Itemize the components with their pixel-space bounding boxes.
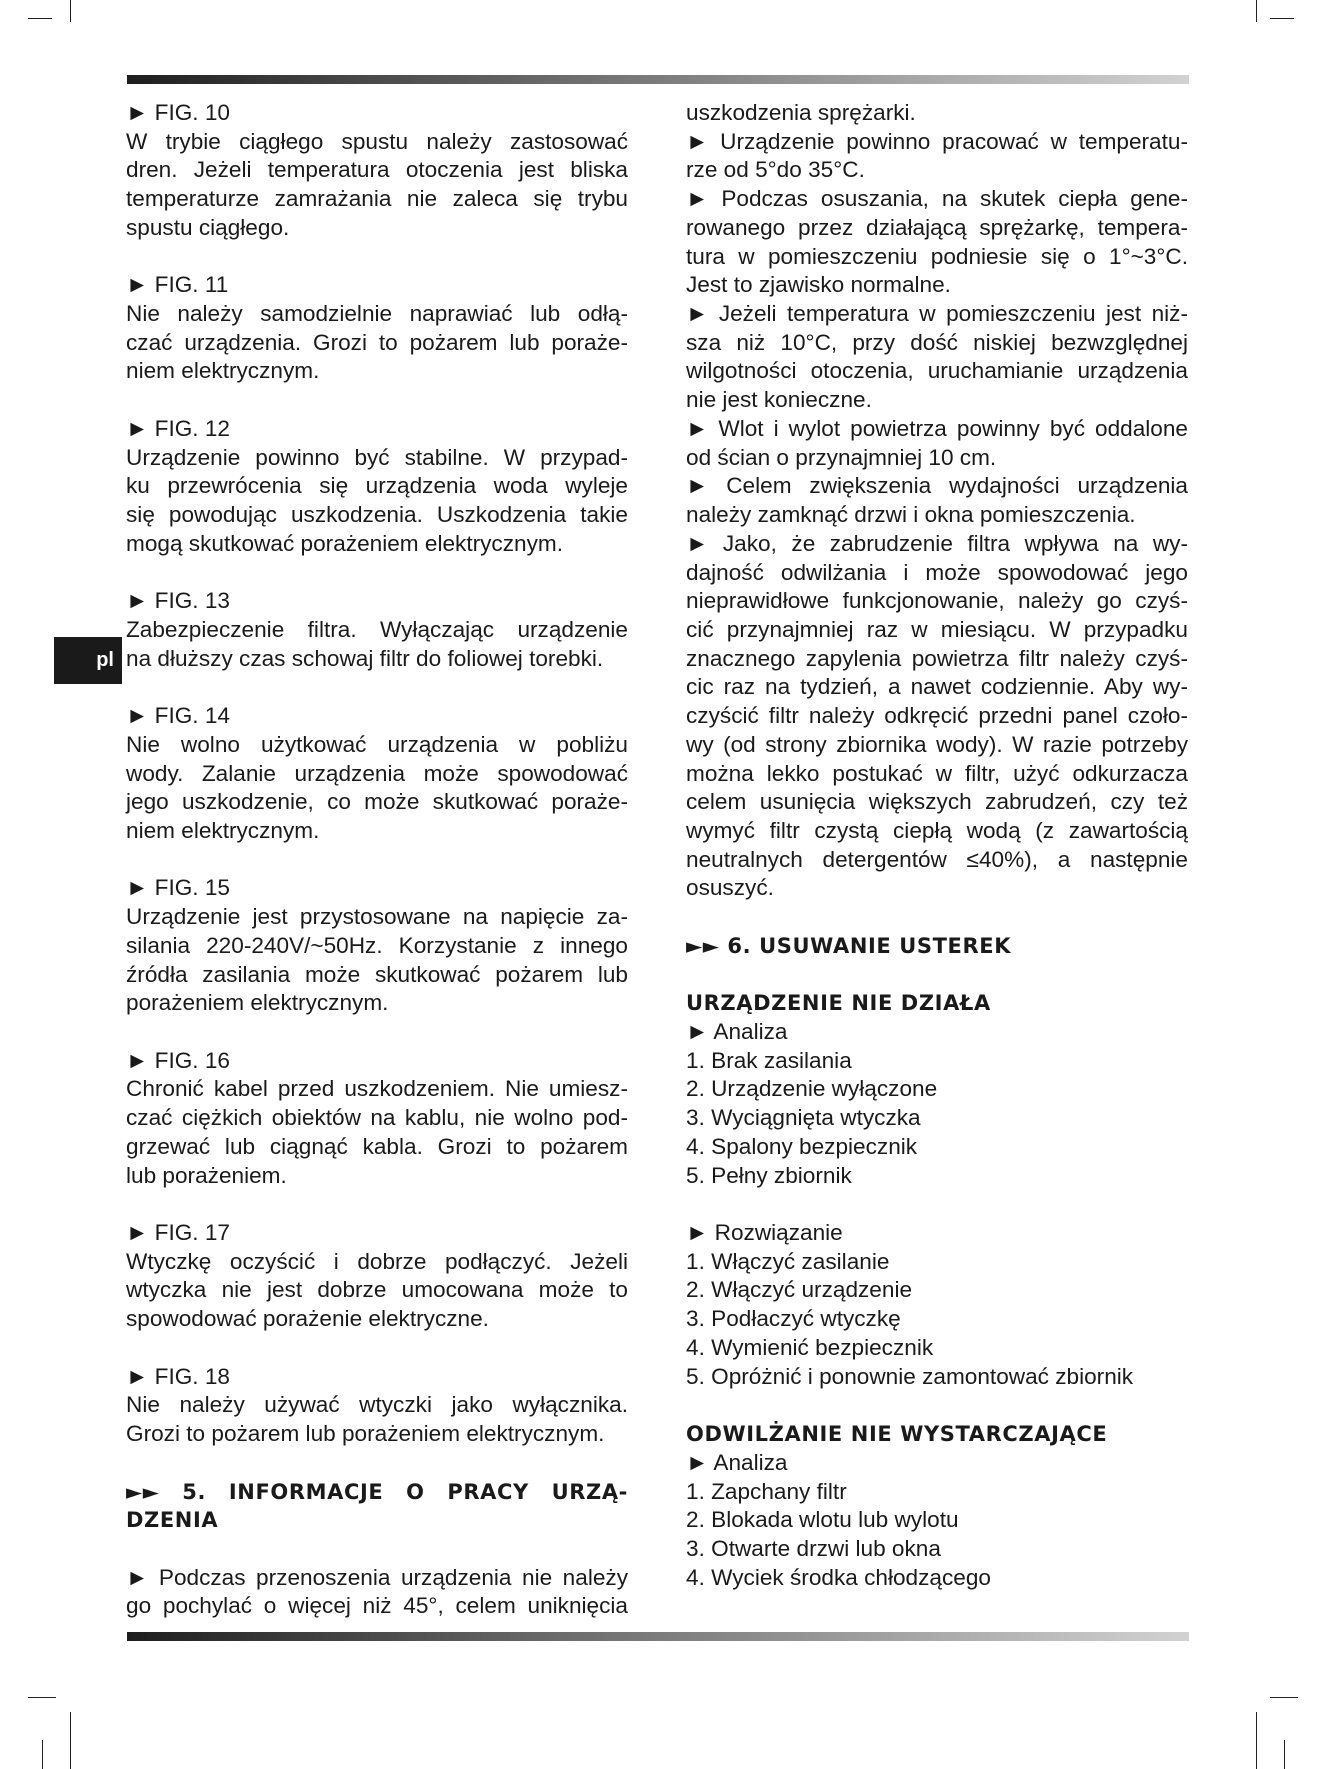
section-heading: [686, 932, 1188, 961]
text-line: się powodując uszkodzenia. Uszkodzenia takie: [126, 502, 628, 528]
text-line: sza niż 10°C, przy dość niskiej bezwzględnej: [686, 329, 1188, 355]
text-line: dren. Jeżeli temperatura otoczenia jest bliska: [126, 157, 628, 183]
figure-label: ► FIG. 12: [126, 415, 230, 441]
troubleshooting-list: [686, 1449, 1188, 1593]
list-item: 4. Spalony bezpiecznik: [686, 1133, 918, 1159]
paragraph: [686, 128, 1188, 185]
text-line: Urządzenie powinno być stabilne. W przypad-: [126, 444, 628, 470]
text-line: URZĄDZENIE NIE DZIAŁA: [686, 991, 991, 1016]
spacer: [126, 1334, 628, 1363]
text-line: niem elektrycznym.: [126, 358, 320, 384]
text-line: grzewać lub ciągnąć kabla. Grozi to pożarem: [126, 1133, 628, 1159]
list-item: 2. Włączyć urządzenie: [686, 1277, 913, 1303]
spacer: [126, 243, 628, 272]
text-line: celem usunięcia większych zabrudzeń, czy też: [686, 789, 1188, 815]
text-line: ► Jako, że zabrudzenie filtra wpływa na wy-: [686, 530, 1188, 556]
text-line: ku przewrócenia się urządzenia woda wyleje: [126, 473, 628, 499]
paragraph: [686, 300, 1188, 415]
text-line: wilgotności otoczenia, uruchamianie urządzenia: [686, 358, 1188, 384]
text-line: wtyczka nie jest dobrze umocowana może to: [126, 1277, 628, 1303]
text-line: Chronić kabel przed uszkodzeniem. Nie umiesz-: [126, 1076, 628, 1102]
text-line: temperaturze zamrażania nie zaleca się trybu: [126, 186, 628, 212]
crop-mark: [28, 1697, 56, 1698]
text-line: czać ciężkich obiektów na kablu, nie wolno pod-: [126, 1105, 628, 1131]
paragraph: [686, 472, 1188, 529]
text-line: nieprawidłowe funkcjonowanie, należy go czyś-: [686, 588, 1188, 614]
language-tab: pl: [54, 637, 122, 684]
spacer: [686, 1190, 1188, 1219]
spacer: [126, 1190, 628, 1219]
paragraph: [126, 731, 628, 846]
list-item: 1. Włączyć zasilanie: [686, 1248, 890, 1274]
text-line: ► Podczas przenoszenia urządzenia nie należy: [126, 1564, 628, 1590]
list-item: ► Analiza: [686, 1019, 788, 1044]
text-line: ►► 5. INFORMACJE O PRACY URZĄ-: [126, 1479, 628, 1504]
text-line: nie jest konieczne.: [686, 387, 872, 413]
text-line: lub porażeniem.: [126, 1162, 287, 1188]
text-line: cić przynajmniej raz w miesiącu. W przypadku: [686, 616, 1188, 642]
text-line: czać urządzenia. Grozi to pożarem lub poraże-: [126, 329, 628, 355]
crop-mark: [1270, 1697, 1298, 1698]
paragraph: [686, 415, 1188, 472]
crop-mark: [70, 1712, 71, 1769]
list-item: 5. Pełny zbiornik: [686, 1162, 852, 1188]
figure-reference: [126, 1363, 628, 1392]
figure-reference: [126, 1047, 628, 1076]
text-line: go pochylać o więcej niż 45°, celem uniknięcia: [126, 1593, 628, 1619]
figure-reference: [126, 1219, 628, 1248]
figure-label: ► FIG. 14: [126, 703, 230, 729]
spacer: [126, 1535, 628, 1564]
text-line: neutralnych detergentów ≤40%), a następnie: [686, 846, 1188, 872]
text-line: Nie należy używać wtyczki jako wyłącznika.: [126, 1392, 628, 1418]
text-line: dajność odwilżania i może spowodować jego: [686, 559, 1188, 585]
text-line: osuszyć.: [686, 875, 774, 901]
text-line: mogą skutkować porażeniem elektrycznym.: [126, 530, 563, 556]
crop-mark: [1270, 18, 1294, 19]
figure-reference: [126, 874, 628, 903]
bottom-gradient-bar: [127, 1632, 1189, 1641]
text-line: na dłuższy czas schowaj filtr do foliowej torebki.: [126, 645, 604, 671]
spacer: [686, 1391, 1188, 1420]
left-column: [126, 99, 628, 1621]
paragraph: [686, 185, 1188, 300]
text-line: cic raz na tydzień, a nawet codziennie. Aby wy-: [686, 674, 1188, 700]
figure-reference: [126, 702, 628, 731]
spacer: [126, 673, 628, 702]
figure-label: ► FIG. 11: [126, 272, 229, 298]
figure-label: ► FIG. 13: [126, 588, 230, 614]
paragraph: [126, 616, 628, 673]
section-heading: [126, 1478, 628, 1535]
text-line: ► Jeżeli temperatura w pomieszczeniu jest niż-: [686, 301, 1188, 327]
text-line: Nie wolno użytkować urządzenia w pobliżu: [126, 731, 628, 757]
text-line: można lekko postukać w filtr, użyć odkurzacza: [686, 760, 1188, 786]
spacer: [126, 1449, 628, 1478]
text-line: Nie należy samodzielnie naprawiać lub odłą-: [126, 301, 628, 327]
list-item: 1. Brak zasilania: [686, 1047, 852, 1073]
text-line: ►► 6. USUWANIE USTEREK: [686, 933, 1012, 958]
figure-label: ► FIG. 18: [126, 1363, 230, 1389]
spacer: [126, 559, 628, 588]
troubleshooting-list: [686, 1018, 1188, 1190]
crop-mark: [1256, 0, 1257, 22]
text-line: W trybie ciągłego spustu należy zastosować: [126, 128, 628, 154]
text-line: ► Urządzenie powinno pracować w temperatu-: [686, 128, 1188, 154]
text-line: znacznego zapylenia powietrza filtr należy czyś-: [686, 645, 1188, 671]
crop-mark: [42, 1740, 43, 1769]
paragraph: [126, 128, 628, 243]
paragraph: [126, 1564, 628, 1621]
text-line: ODWILŻANIE NIE WYSTARCZAJĄCE: [686, 1422, 1108, 1447]
figure-label: ► FIG. 15: [126, 875, 230, 901]
top-gradient-bar: [127, 75, 1189, 84]
text-line: spustu ciągłego.: [126, 214, 290, 240]
paragraph: [686, 530, 1188, 903]
list-item: 3. Wyciągnięta wtyczka: [686, 1105, 921, 1131]
text-line: rowanego przez działającą sprężarkę, tempera-: [686, 214, 1188, 240]
paragraph: [126, 1075, 628, 1190]
paragraph: [126, 300, 628, 386]
list-item: ► Analiza: [686, 1449, 788, 1475]
figure-label: ► FIG. 16: [126, 1047, 230, 1073]
figure-label: ► FIG. 10: [126, 100, 230, 125]
figure-reference: [126, 415, 628, 444]
list-item: 2. Blokada wlotu lub wylotu: [686, 1507, 959, 1533]
text-line: jego uszkodzenie, co może skutkować poraże-: [126, 789, 628, 815]
paragraph: [126, 444, 628, 559]
right-column: [686, 99, 1188, 1592]
list-item: 4. Wyciek środka chłodzącego: [686, 1564, 991, 1590]
spacer: [126, 846, 628, 875]
crop-mark: [1284, 1740, 1285, 1769]
list-item: 1. Zapchany filtr: [686, 1478, 847, 1504]
figure-label: ► FIG. 17: [126, 1220, 230, 1246]
text-line: Jest to zjawisko normalne.: [686, 272, 951, 298]
section-heading: [686, 989, 1188, 1018]
list-item: 5. Opróżnić i ponownie zamontować zbiornik: [686, 1363, 1134, 1389]
crop-mark: [1256, 1712, 1257, 1769]
paragraph: [126, 903, 628, 1018]
text-line: Urządzenie jest przystosowane na napięcie za-: [126, 904, 628, 930]
text-line: należy zamknąć drzwi i okna pomieszczenia.: [686, 502, 1136, 528]
text-line: wody. Zalanie urządzenia może spowodować: [126, 760, 628, 786]
spacer: [686, 961, 1188, 990]
paragraph: [126, 1391, 628, 1448]
text-line: Grozi to pożarem lub porażeniem elektrycznym.: [126, 1421, 605, 1447]
spacer: [126, 1018, 628, 1047]
figure-reference: [126, 99, 628, 128]
text-line: tura w pomieszczeniu podniesie się o 1°~3°C.: [686, 243, 1188, 269]
text-line: wymyć filtr czystą ciepłą wodą (z zawartością: [686, 817, 1188, 843]
list-item: 4. Wymienić bezpiecznik: [686, 1334, 934, 1360]
list-item: 3. Podłaczyć wtyczkę: [686, 1306, 901, 1332]
text-line: od ścian o przynajmniej 10 cm.: [686, 444, 997, 470]
text-line: wy (od strony zbiornika wody). W razie potrzeby: [686, 731, 1188, 757]
text-line: niem elektrycznym.: [126, 817, 320, 843]
crop-mark: [28, 18, 52, 19]
text-line: porażeniem elektrycznym.: [126, 990, 389, 1016]
list-item: 3. Otwarte drzwi lub okna: [686, 1535, 941, 1561]
text-line: ► Wlot i wylot powietrza powinny być oddalone: [686, 415, 1188, 441]
paragraph: [686, 99, 1188, 128]
spacer: [686, 903, 1188, 932]
figure-reference: [126, 587, 628, 616]
text-line: Zabezpieczenie filtra. Wyłączając urządzenie: [126, 616, 628, 642]
text-line: ► Podczas osuszania, na skutek ciepła gene-: [686, 186, 1188, 212]
text-line: silania 220-240V/~50Hz. Korzystanie z innego: [126, 932, 628, 958]
list-item: ► Rozwiązanie: [686, 1220, 843, 1246]
figure-reference: [126, 271, 628, 300]
crop-mark: [70, 0, 71, 22]
text-line: źródła zasilania może skutkować pożarem lub: [126, 961, 628, 987]
troubleshooting-list: [686, 1219, 1188, 1391]
list-item: 2. Urządzenie wyłączone: [686, 1076, 938, 1102]
text-line: uszkodzenia sprężarki.: [686, 100, 916, 125]
spacer: [126, 386, 628, 415]
section-heading: [686, 1420, 1188, 1449]
paragraph: [126, 1248, 628, 1334]
text-line: DZENIA: [126, 1508, 219, 1533]
text-line: spowodować porażenie elektryczne.: [126, 1306, 489, 1332]
text-line: Wtyczkę oczyścić i dobrze podłączyć. Jeżeli: [126, 1248, 628, 1274]
text-line: rze od 5°do 35°C.: [686, 157, 865, 183]
text-line: ► Celem zwiększenia wydajności urządzenia: [686, 473, 1188, 499]
text-line: czyścić filtr należy odkręcić przedni panel czoło-: [686, 703, 1188, 729]
